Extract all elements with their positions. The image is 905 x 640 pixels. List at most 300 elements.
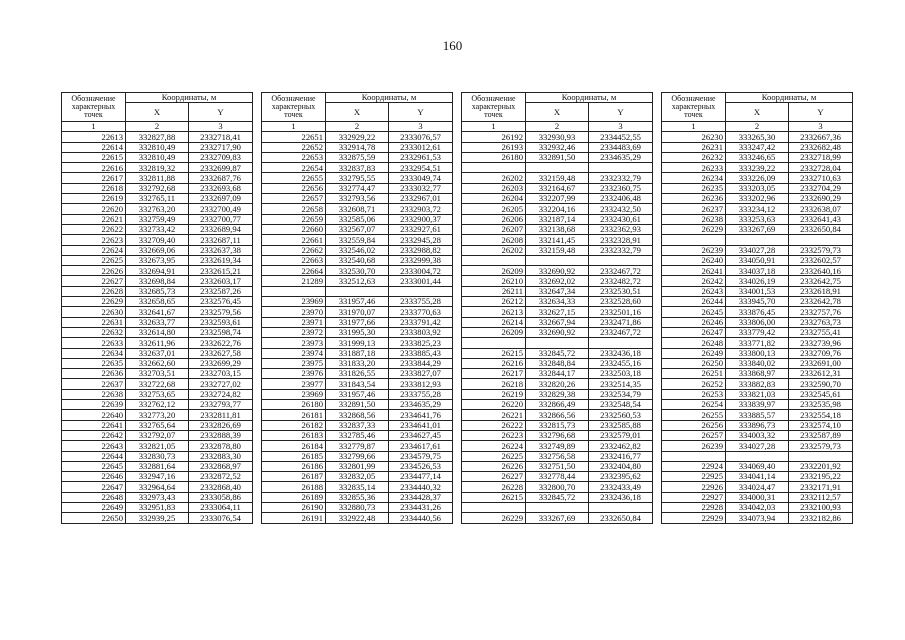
y-coordinate-cell: 2332868,97 bbox=[189, 461, 253, 471]
point-id-cell: 22617 bbox=[62, 173, 126, 183]
table-row bbox=[262, 502, 453, 512]
table-row bbox=[262, 410, 453, 420]
x-coordinate-cell: 332845,72 bbox=[526, 348, 589, 358]
y-coordinate-cell: 2332727,02 bbox=[189, 379, 253, 389]
table-row bbox=[662, 152, 853, 162]
x-coordinate-cell: 332973,43 bbox=[126, 492, 189, 502]
point-id-cell: 26226 bbox=[462, 461, 526, 471]
y-coordinate-cell: 2334617,61 bbox=[389, 441, 453, 451]
table-row bbox=[662, 420, 853, 430]
x-coordinate-cell: 332830,73 bbox=[126, 451, 189, 461]
x-coordinate-cell: 333253,63 bbox=[726, 214, 789, 224]
point-id-cell: 22615 bbox=[62, 152, 126, 162]
y-coordinate-cell: 2332471,86 bbox=[589, 317, 653, 327]
y-coordinate-cell: 2332554,18 bbox=[789, 410, 853, 420]
table-row bbox=[662, 513, 853, 523]
y-coordinate-cell: 2332900,37 bbox=[389, 214, 453, 224]
point-id-cell: 26245 bbox=[662, 307, 726, 317]
y-coordinate-cell bbox=[589, 338, 653, 348]
point-id-cell bbox=[462, 163, 526, 173]
x-coordinate-cell: 332801,99 bbox=[326, 461, 389, 471]
table-row bbox=[462, 142, 653, 152]
point-id-cell: 23976 bbox=[262, 369, 326, 379]
x-coordinate-cell: 333239,22 bbox=[726, 163, 789, 173]
x-coordinate-cell: 333821,03 bbox=[726, 389, 789, 399]
point-id-cell: 22638 bbox=[62, 389, 126, 399]
y-coordinate-cell: 2334635,29 bbox=[389, 400, 453, 410]
table-row bbox=[62, 132, 253, 142]
x-coordinate-cell: 333267,69 bbox=[526, 513, 589, 523]
table-row bbox=[462, 461, 653, 471]
x-header: X bbox=[526, 103, 589, 122]
x-coordinate-cell: 332922,48 bbox=[326, 513, 389, 523]
table-row bbox=[462, 204, 653, 214]
y-coordinate-cell: 2333803,92 bbox=[389, 327, 453, 337]
y-coordinate-cell: 2332826,69 bbox=[189, 420, 253, 430]
y-coordinate-cell: 2332436,18 bbox=[589, 492, 653, 502]
table-row bbox=[662, 461, 853, 471]
table-row bbox=[662, 441, 853, 451]
x-coordinate-cell: 334003,32 bbox=[726, 430, 789, 440]
table-row bbox=[462, 183, 653, 193]
table-row bbox=[262, 430, 453, 440]
point-id-cell: 26216 bbox=[462, 358, 526, 368]
point-id-cell: 26183 bbox=[262, 430, 326, 440]
point-id-cell: 26217 bbox=[462, 369, 526, 379]
table-row bbox=[662, 224, 853, 234]
y-coordinate-cell: 2332579,73 bbox=[789, 441, 853, 451]
column-number: 2 bbox=[126, 122, 189, 132]
point-id-cell: 23977 bbox=[262, 379, 326, 389]
x-coordinate-cell: 332799,66 bbox=[326, 451, 389, 461]
y-coordinate-cell: 2333827,07 bbox=[389, 369, 453, 379]
x-coordinate-cell: 333839,97 bbox=[726, 400, 789, 410]
x-coordinate-cell: 332669,06 bbox=[126, 245, 189, 255]
point-id-cell: 26227 bbox=[462, 472, 526, 482]
x-coordinate-cell bbox=[726, 451, 789, 461]
point-id-cell: 23969 bbox=[262, 389, 326, 399]
y-coordinate-cell: 2332689,94 bbox=[189, 224, 253, 234]
y-coordinate-cell: 2332612,31 bbox=[789, 369, 853, 379]
point-id-cell: 22623 bbox=[62, 235, 126, 245]
coordinates-table-4 bbox=[661, 92, 853, 524]
y-coordinate-cell: 2332467,72 bbox=[589, 266, 653, 276]
x-coordinate-cell: 332835,14 bbox=[326, 482, 389, 492]
table-row bbox=[262, 204, 453, 214]
x-coordinate-cell: 332540,68 bbox=[326, 255, 389, 265]
column-number: 1 bbox=[62, 122, 126, 132]
table-row bbox=[262, 348, 453, 358]
y-coordinate-cell: 2332195,22 bbox=[789, 472, 853, 482]
x-coordinate-cell: 332709,40 bbox=[126, 235, 189, 245]
y-coordinate-cell: 2334526,53 bbox=[389, 461, 453, 471]
y-coordinate-cell: 2334428,37 bbox=[389, 492, 453, 502]
y-coordinate-cell: 2333885,43 bbox=[389, 348, 453, 358]
table-row bbox=[462, 338, 653, 348]
table-row bbox=[462, 194, 653, 204]
table-row bbox=[262, 224, 453, 234]
x-coordinate-cell: 332773,20 bbox=[126, 410, 189, 420]
point-id-cell: 26241 bbox=[662, 266, 726, 276]
y-coordinate-cell: 2332687,11 bbox=[189, 235, 253, 245]
table-row bbox=[462, 173, 653, 183]
point-id-cell bbox=[462, 255, 526, 265]
column-number: 2 bbox=[326, 122, 389, 132]
x-coordinate-cell: 332637,01 bbox=[126, 348, 189, 358]
point-id-cell: 22658 bbox=[262, 204, 326, 214]
point-id-cell: 26220 bbox=[462, 400, 526, 410]
x-coordinate-cell: 332866,49 bbox=[526, 400, 589, 410]
y-coordinate-cell: 2332872,52 bbox=[189, 472, 253, 482]
y-coordinate-cell: 2332112,57 bbox=[789, 492, 853, 502]
y-coordinate-cell: 2332811,81 bbox=[189, 410, 253, 420]
table-row bbox=[62, 358, 253, 368]
point-id-cell: 26232 bbox=[662, 152, 726, 162]
table-row bbox=[62, 173, 253, 183]
x-coordinate-cell: 331826,55 bbox=[326, 369, 389, 379]
x-coordinate-cell: 332832,05 bbox=[326, 472, 389, 482]
y-coordinate-cell: 2332560,53 bbox=[589, 410, 653, 420]
x-coordinate-cell: 332785,46 bbox=[326, 430, 389, 440]
x-coordinate-cell: 332929,22 bbox=[326, 132, 389, 142]
table-row bbox=[62, 430, 253, 440]
y-coordinate-cell: 2332888,39 bbox=[189, 430, 253, 440]
table-row bbox=[62, 245, 253, 255]
table-row bbox=[462, 245, 653, 255]
y-coordinate-cell: 2332691,00 bbox=[789, 358, 853, 368]
y-coordinate-cell: 2332699,29 bbox=[189, 358, 253, 368]
point-id-cell: 22657 bbox=[262, 194, 326, 204]
x-coordinate-cell: 332512,63 bbox=[326, 276, 389, 286]
point-id-cell: 22614 bbox=[62, 142, 126, 152]
table-row bbox=[62, 327, 253, 337]
table-row bbox=[62, 451, 253, 461]
x-coordinate-cell: 332793,56 bbox=[326, 194, 389, 204]
point-id-cell: 22627 bbox=[62, 276, 126, 286]
table-row bbox=[662, 255, 853, 265]
y-coordinate-cell: 2332999,38 bbox=[389, 255, 453, 265]
y-coordinate-cell: 2333791,42 bbox=[389, 317, 453, 327]
y-coordinate-cell: 2332927,61 bbox=[389, 224, 453, 234]
y-coordinate-cell: 2332579,01 bbox=[589, 430, 653, 440]
y-coordinate-cell: 2332436,18 bbox=[589, 348, 653, 358]
y-coordinate-cell: 2332710,63 bbox=[789, 173, 853, 183]
y-coordinate-cell: 2333755,28 bbox=[389, 297, 453, 307]
x-coordinate-cell: 332667,94 bbox=[526, 317, 589, 327]
y-coordinate-cell: 2332404,80 bbox=[589, 461, 653, 471]
table-row bbox=[262, 513, 453, 523]
y-coordinate-cell: 2333076,54 bbox=[189, 513, 253, 523]
coordinates-table-1 bbox=[61, 92, 253, 524]
y-coordinate-cell: 2334431,26 bbox=[389, 502, 453, 512]
point-id-cell: 26239 bbox=[662, 245, 726, 255]
y-coordinate-cell: 2332724,82 bbox=[189, 389, 253, 399]
table-row bbox=[62, 472, 253, 482]
y-coordinate-cell: 2333812,93 bbox=[389, 379, 453, 389]
y-coordinate-cell bbox=[789, 235, 853, 245]
x-coordinate-cell: 333779,42 bbox=[726, 327, 789, 337]
point-id-cell: 22664 bbox=[262, 266, 326, 276]
point-id-cell: 26250 bbox=[662, 358, 726, 368]
x-coordinate-cell: 332759,49 bbox=[126, 214, 189, 224]
y-coordinate-cell: 2332587,89 bbox=[789, 430, 853, 440]
point-id-cell: 26243 bbox=[662, 286, 726, 296]
y-coordinate-cell: 2332618,91 bbox=[789, 286, 853, 296]
column-number: 2 bbox=[726, 122, 789, 132]
y-coordinate-cell: 2332650,84 bbox=[589, 513, 653, 523]
x-coordinate-cell: 332875,59 bbox=[326, 152, 389, 162]
point-id-cell: 26236 bbox=[662, 194, 726, 204]
x-coordinate-cell: 332685,73 bbox=[126, 286, 189, 296]
point-id-cell: 22616 bbox=[62, 163, 126, 173]
point-id-cell: 22659 bbox=[262, 214, 326, 224]
point-header: Обозначение характерных точек bbox=[262, 93, 326, 122]
table-row bbox=[462, 152, 653, 162]
x-coordinate-cell: 331887,18 bbox=[326, 348, 389, 358]
point-id-cell: 22654 bbox=[262, 163, 326, 173]
x-coordinate-cell: 333202,96 bbox=[726, 194, 789, 204]
table-row bbox=[462, 327, 653, 337]
point-id-cell: 26185 bbox=[262, 451, 326, 461]
x-coordinate-cell: 332795,55 bbox=[326, 173, 389, 183]
table-row bbox=[662, 173, 853, 183]
y-coordinate-cell: 2334627,45 bbox=[389, 430, 453, 440]
y-coordinate-cell: 2332615,21 bbox=[189, 266, 253, 276]
point-id-cell: 26255 bbox=[662, 410, 726, 420]
point-id-cell: 22613 bbox=[62, 132, 126, 142]
x-coordinate-cell: 334000,31 bbox=[726, 492, 789, 502]
point-id-cell: 26193 bbox=[462, 142, 526, 152]
point-id-cell: 22637 bbox=[62, 379, 126, 389]
table-row bbox=[62, 338, 253, 348]
table-row bbox=[662, 286, 853, 296]
x-coordinate-cell: 332614,80 bbox=[126, 327, 189, 337]
point-id-cell: 26237 bbox=[662, 204, 726, 214]
y-coordinate-cell: 2332704,29 bbox=[789, 183, 853, 193]
coords-header: Координаты, м bbox=[326, 93, 453, 103]
table-row bbox=[62, 410, 253, 420]
point-id-cell: 26249 bbox=[662, 348, 726, 358]
point-id-cell: 22626 bbox=[62, 266, 126, 276]
table-row bbox=[62, 369, 253, 379]
table-header bbox=[662, 93, 853, 132]
table-row bbox=[462, 430, 653, 440]
y-coordinate-cell: 2332534,79 bbox=[589, 389, 653, 399]
point-id-cell: 26223 bbox=[462, 430, 526, 440]
y-coordinate-cell: 2332650,84 bbox=[789, 224, 853, 234]
table-row bbox=[462, 400, 653, 410]
x-coordinate-cell: 332690,92 bbox=[526, 327, 589, 337]
y-coordinate-cell: 2332757,76 bbox=[789, 307, 853, 317]
y-coordinate-cell: 2333049,74 bbox=[389, 173, 453, 183]
y-coordinate-cell: 2332455,16 bbox=[589, 358, 653, 368]
table-row bbox=[462, 369, 653, 379]
point-id-cell: 26212 bbox=[462, 297, 526, 307]
x-coordinate-cell: 332891,50 bbox=[526, 152, 589, 162]
x-coordinate-cell: 332611,96 bbox=[126, 338, 189, 348]
y-coordinate-cell bbox=[789, 451, 853, 461]
table-row bbox=[662, 317, 853, 327]
table-row bbox=[262, 173, 453, 183]
page-number: 160 bbox=[442, 38, 463, 53]
y-coordinate-cell: 2332395,62 bbox=[589, 472, 653, 482]
point-id-cell: 22645 bbox=[62, 461, 126, 471]
table-row bbox=[262, 400, 453, 410]
point-id-cell: 22629 bbox=[62, 297, 126, 307]
table-row bbox=[262, 214, 453, 224]
x-coordinate-cell: 333868,97 bbox=[726, 369, 789, 379]
y-coordinate-cell: 2332182,86 bbox=[789, 513, 853, 523]
table-row bbox=[62, 317, 253, 327]
x-coordinate-cell: 332753,65 bbox=[126, 389, 189, 399]
x-header: X bbox=[326, 103, 389, 122]
point-id-cell: 26211 bbox=[462, 286, 526, 296]
point-id-cell: 22926 bbox=[662, 482, 726, 492]
point-id-cell: 26253 bbox=[662, 389, 726, 399]
point-id-cell: 26209 bbox=[462, 327, 526, 337]
y-coordinate-cell: 2334579,75 bbox=[389, 451, 453, 461]
table-row bbox=[662, 132, 853, 142]
point-id-cell: 22656 bbox=[262, 183, 326, 193]
coords-header: Координаты, м bbox=[726, 93, 853, 103]
point-id-cell: 26230 bbox=[662, 132, 726, 142]
table-row bbox=[62, 307, 253, 317]
point-id-cell: 22630 bbox=[62, 307, 126, 317]
x-coordinate-cell: 332159,48 bbox=[526, 173, 589, 183]
table-row bbox=[662, 369, 853, 379]
table-header bbox=[262, 93, 453, 132]
y-coordinate-cell: 2332703,15 bbox=[189, 369, 253, 379]
x-coordinate-cell: 332662,60 bbox=[126, 358, 189, 368]
table-row bbox=[462, 235, 653, 245]
y-coordinate-cell: 2332360,75 bbox=[589, 183, 653, 193]
table-row bbox=[662, 297, 853, 307]
y-coordinate-cell: 2332640,16 bbox=[789, 266, 853, 276]
point-id-cell: 26184 bbox=[262, 441, 326, 451]
point-id-cell: 26187 bbox=[262, 472, 326, 482]
table-row bbox=[462, 255, 653, 265]
y-coordinate-cell: 2332416,77 bbox=[589, 451, 653, 461]
table-row bbox=[662, 214, 853, 224]
table-row bbox=[462, 317, 653, 327]
table-row bbox=[662, 348, 853, 358]
table-row bbox=[62, 348, 253, 358]
table-row bbox=[62, 142, 253, 152]
x-coordinate-cell: 332796,68 bbox=[526, 430, 589, 440]
point-id-cell: 26233 bbox=[662, 163, 726, 173]
x-coordinate-cell: 332694,91 bbox=[126, 266, 189, 276]
x-coordinate-cell: 332930,93 bbox=[526, 132, 589, 142]
point-id-cell bbox=[662, 451, 726, 461]
y-coordinate-cell: 2332718,99 bbox=[789, 152, 853, 162]
y-coordinate-cell bbox=[389, 286, 453, 296]
y-coordinate-cell: 2332598,74 bbox=[189, 327, 253, 337]
point-id-cell: 22631 bbox=[62, 317, 126, 327]
table-row bbox=[62, 276, 253, 286]
table-row bbox=[262, 472, 453, 482]
table-row bbox=[62, 400, 253, 410]
y-coordinate-cell: 2332530,51 bbox=[589, 286, 653, 296]
x-header: X bbox=[126, 103, 189, 122]
x-coordinate-cell: 332138,68 bbox=[526, 224, 589, 234]
y-coordinate-cell: 2334641,76 bbox=[389, 410, 453, 420]
y-coordinate-cell: 2332945,28 bbox=[389, 235, 453, 245]
x-coordinate-cell: 334037,18 bbox=[726, 266, 789, 276]
y-coordinate-cell: 2332503,18 bbox=[589, 369, 653, 379]
y-coordinate-cell: 2332954,51 bbox=[389, 163, 453, 173]
table-row bbox=[462, 472, 653, 482]
point-id-cell: 22927 bbox=[662, 492, 726, 502]
x-coordinate-cell: 332880,73 bbox=[326, 502, 389, 512]
y-coordinate-cell: 2332667,36 bbox=[789, 132, 853, 142]
x-coordinate-cell: 332774,47 bbox=[326, 183, 389, 193]
x-coordinate-cell: 332703,51 bbox=[126, 369, 189, 379]
table-row bbox=[262, 245, 453, 255]
x-coordinate-cell: 334069,40 bbox=[726, 461, 789, 471]
y-coordinate-cell: 2333825,23 bbox=[389, 338, 453, 348]
y-coordinate-cell: 2332690,29 bbox=[789, 194, 853, 204]
point-id-cell: 26204 bbox=[462, 194, 526, 204]
y-coordinate-cell: 2332545,61 bbox=[789, 389, 853, 399]
x-coordinate-cell: 332204,16 bbox=[526, 204, 589, 214]
table-row bbox=[662, 410, 853, 420]
x-coordinate-cell: 331957,46 bbox=[326, 389, 389, 399]
x-coordinate-cell: 334042,03 bbox=[726, 502, 789, 512]
point-id-cell: 26218 bbox=[462, 379, 526, 389]
point-id-cell: 26189 bbox=[262, 492, 326, 502]
table-row bbox=[662, 235, 853, 245]
table-header bbox=[62, 93, 253, 132]
y-coordinate-cell: 2332332,79 bbox=[589, 173, 653, 183]
x-coordinate-cell: 333246,65 bbox=[726, 152, 789, 162]
point-id-cell: 22628 bbox=[62, 286, 126, 296]
table-row bbox=[62, 255, 253, 265]
x-coordinate-cell: 332855,36 bbox=[326, 492, 389, 502]
point-id-cell: 22662 bbox=[262, 245, 326, 255]
point-id-cell: 22621 bbox=[62, 214, 126, 224]
x-coordinate-cell: 332810,49 bbox=[126, 142, 189, 152]
x-coordinate-cell: 332559,84 bbox=[326, 235, 389, 245]
x-coordinate-cell: 332820,26 bbox=[526, 379, 589, 389]
y-coordinate-cell: 2332462,82 bbox=[589, 441, 653, 451]
column-number: 1 bbox=[662, 122, 726, 132]
x-coordinate-cell: 332810,49 bbox=[126, 152, 189, 162]
x-coordinate-cell bbox=[526, 163, 589, 173]
point-header: Обозначение характерных точек bbox=[462, 93, 526, 122]
y-coordinate-cell: 2333844,29 bbox=[389, 358, 453, 368]
table-row bbox=[462, 420, 653, 430]
point-id-cell: 26207 bbox=[462, 224, 526, 234]
table-row bbox=[62, 266, 253, 276]
x-coordinate-cell: 332821,05 bbox=[126, 441, 189, 451]
table-row bbox=[262, 307, 453, 317]
y-coordinate-cell: 2333755,28 bbox=[389, 389, 453, 399]
table-row bbox=[62, 502, 253, 512]
x-coordinate-cell: 333203,05 bbox=[726, 183, 789, 193]
y-coordinate-cell: 2332638,07 bbox=[789, 204, 853, 214]
point-header: Обозначение характерных точек bbox=[62, 93, 126, 122]
y-coordinate-cell: 2333032,77 bbox=[389, 183, 453, 193]
point-id-cell: 22660 bbox=[262, 224, 326, 234]
y-coordinate-cell: 2334641,01 bbox=[389, 420, 453, 430]
y-coordinate-cell: 2332642,75 bbox=[789, 276, 853, 286]
x-coordinate-cell: 332792,07 bbox=[126, 430, 189, 440]
point-id-cell: 22640 bbox=[62, 410, 126, 420]
x-coordinate-cell: 332844,17 bbox=[526, 369, 589, 379]
y-coordinate-cell: 2332700,49 bbox=[189, 204, 253, 214]
x-coordinate-cell: 333882,83 bbox=[726, 379, 789, 389]
table-row bbox=[62, 461, 253, 471]
